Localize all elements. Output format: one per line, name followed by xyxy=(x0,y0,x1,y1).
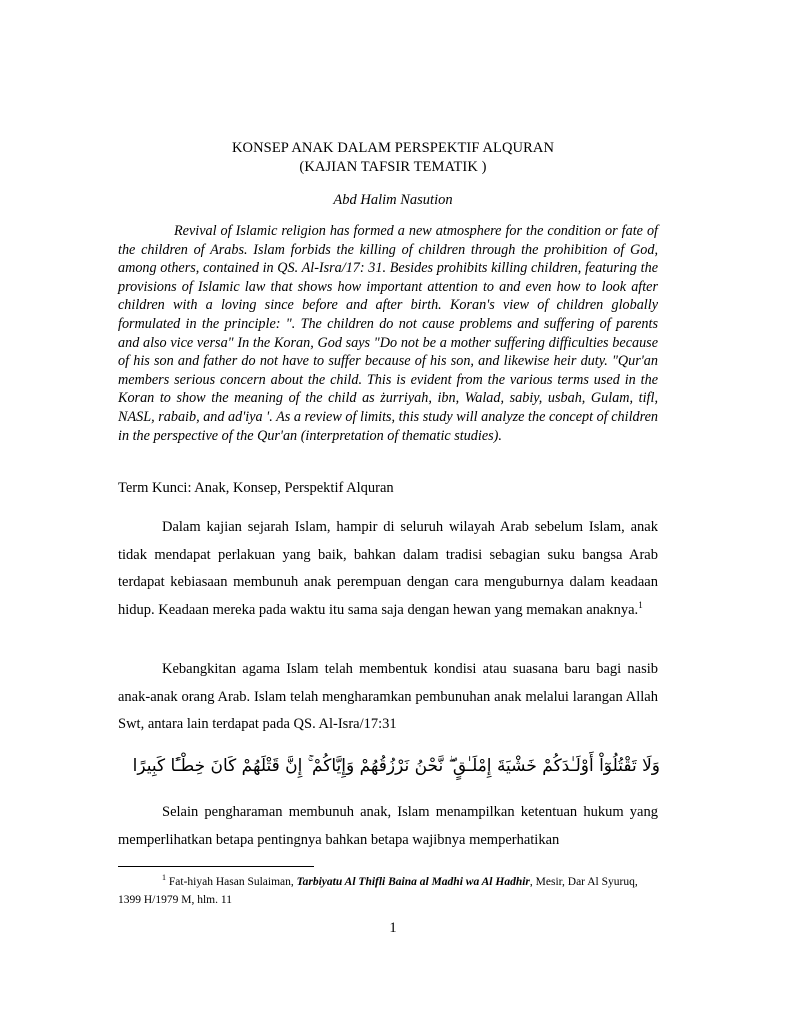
body-paragraph-2: Kebangkitan agama Islam telah membentuk kondisi atau suasana baru bagi nasib anak-anak orang Arab. Islam telah mengharamkan pembunuhan anak melalui larangan Allah Swt, antara lain terdapat pada QS. Al-Isra/17:31 xyxy=(118,661,658,733)
footnote-reference[interactable]: 1 xyxy=(638,599,643,610)
author-name: Abd Halim Nasution xyxy=(333,192,453,208)
footnote-1 xyxy=(118,874,658,909)
quran-verse-arabic: وَلَا تَقْتُلُوٓاْ أَوْلَـٰدَكُمْ خَشْيَةَ إِمْلَـٰقٍ ۖ نَّحْنُ نَرْزُقُهُمْ وَإِيَّاكُمْ ۚ إِنَّ قَتْلَهُمْ كَانَ خِطْـًٔا كَبِيرًا xyxy=(132,756,660,776)
paper-subtitle: (KAJIAN TAFSIR TEMATIK ) xyxy=(299,159,487,175)
page-number: 1 xyxy=(389,920,397,936)
body-paragraph-1 xyxy=(118,514,658,624)
paragraph-1-text: Dalam kajian sejarah Islam, hampir di seluruh wilayah Arab sebelum Islam, anak tidak mendapat perlakuan yang baik, bahkan dalam tradisi sebagian suku bangsa Arab terdapat kebiasaan membunuh anak perempuan dengan cara menguburnya dalam keadaan hidup. Keadaan mereka pada waktu itu sama saja dengan hewan yang memakan anaknya. xyxy=(118,519,658,618)
footnote-marker: 1 xyxy=(162,873,166,883)
footnote-publication: , Mesir, Dar Al Syuruq, 1399 H/1979 M, hlm. 11 xyxy=(118,876,638,906)
footnote-author: Fat-hiyah Hasan Sulaiman, xyxy=(168,876,294,888)
paper-title: KONSEP ANAK DALAM PERSPEKTIF ALQURAN xyxy=(231,140,555,156)
body-paragraph-3: Selain pengharaman membunuh anak, Islam menampilkan ketentuan hukum yang memperlihatkan betapa pentingnya bahkan betapa wajibnya memperhatikan xyxy=(118,804,658,848)
keywords-line: Term Kunci: Anak, Konsep, Perspektif Alquran xyxy=(118,480,394,496)
abstract-text: Revival of Islamic religion has formed a new atmosphere for the condition or fate of the children of Arabs. Islam forbids the killing of children through the prohibition of God, among others, contained in QS. Al-Isra/17: 31. Besides prohibits killing children, featuring the provisions of Islamic law that shows how important attention to and even how to look after children with a loving since before and after birth. Koran's view of children globally formulated in the principle: ". The children do not cause problems and suffering of parents and also vice versa" In the Koran, God says "Do not be a mother suffering difficulties because of his son and father do not have to suffer because of his son, and likewise heir duty. "Qur'an members serious concern about the child. This is evident from the various terms used in the Koran to show the meaning of the child as żurriyah, ibn, Walad, sabiy, usbah, Gulam, tifl, NASL, rabaib, and ad'iya '. As a review of limits, this study will analyze the concept of children in the perspective of the Qur'an (interpretation of thematic studies). xyxy=(118,223,658,444)
footnote-work-title: Tarbiyatu Al Thifli Baina al Madhi wa Al Hadhir xyxy=(296,876,530,888)
footnote-separator xyxy=(118,866,314,867)
